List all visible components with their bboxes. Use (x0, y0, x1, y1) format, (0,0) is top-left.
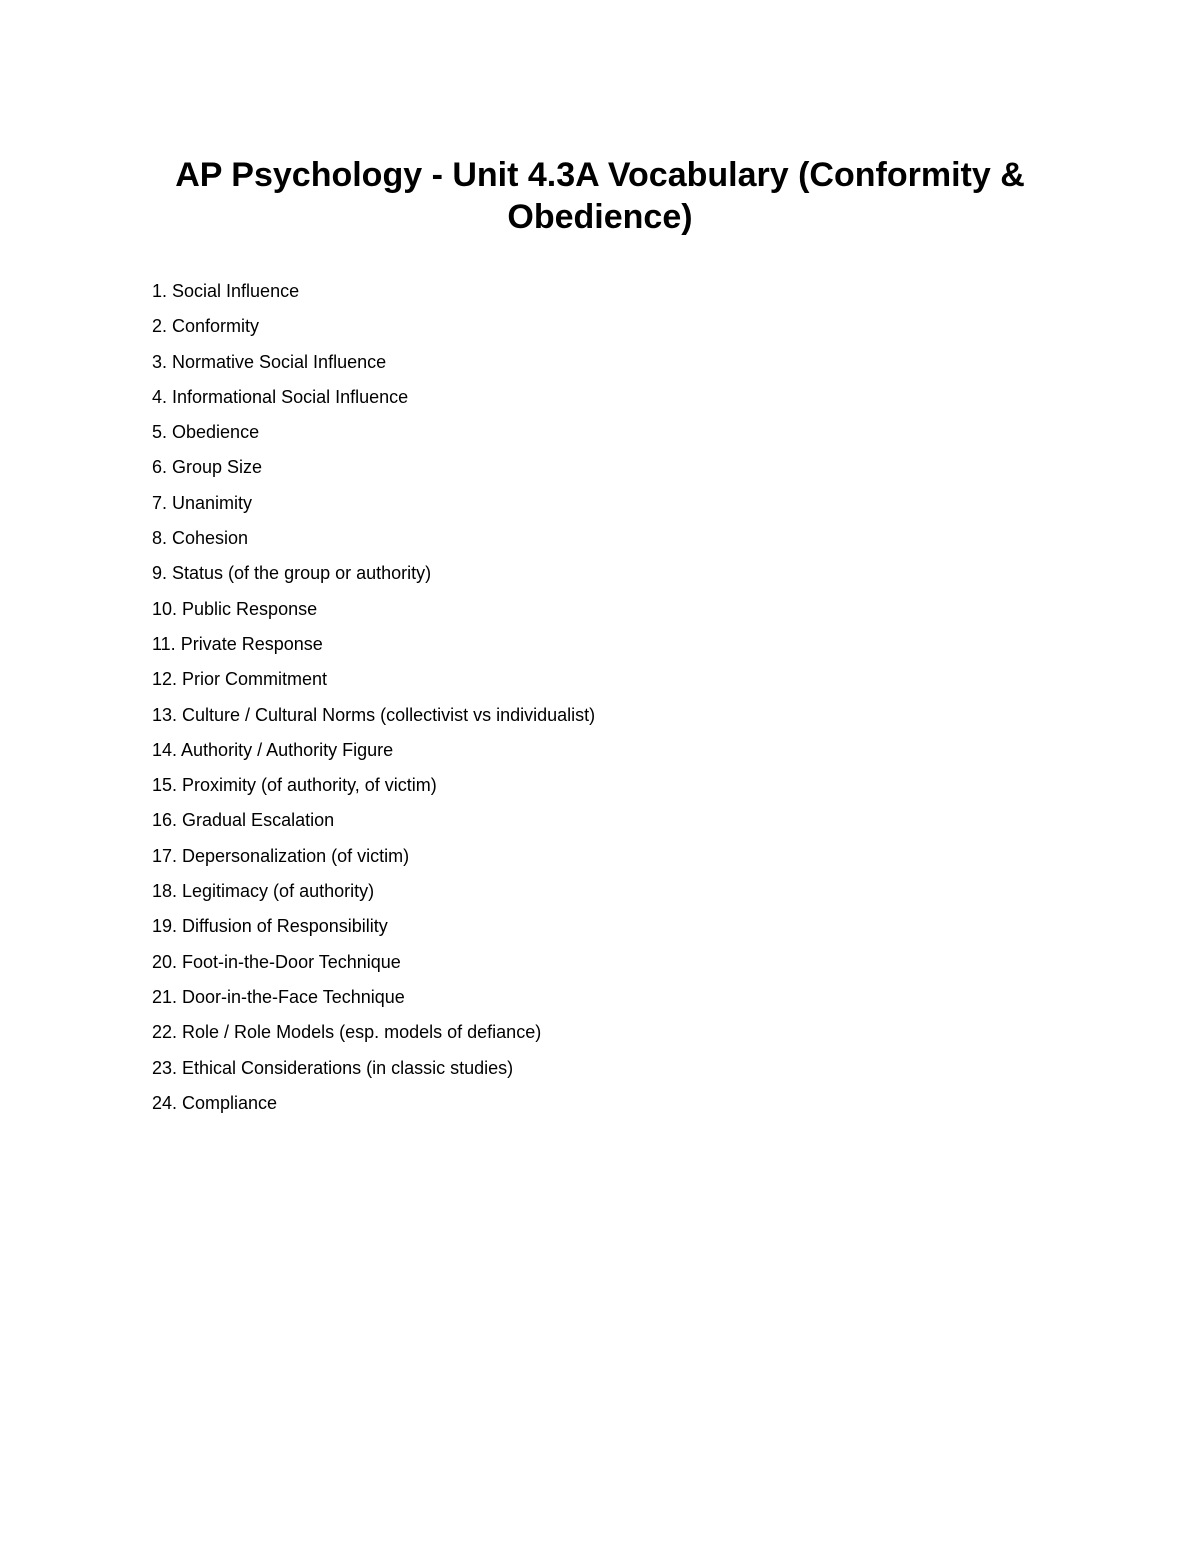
list-item: 19. Diffusion of Responsibility (152, 916, 388, 937)
list-item: 2. Conformity (152, 316, 260, 337)
list-item: 11. Private Response (152, 633, 323, 654)
list-item: 20. Foot-in-the-Door Technique (152, 951, 401, 972)
page-title: AP Psychology - Unit 4.3A Vocabulary (Conformity & Obedience) (175, 156, 1025, 236)
list-item: 24. Compliance (152, 1092, 278, 1113)
list-item: 7. Unanimity (152, 492, 253, 513)
list-item: 5. Obedience (152, 422, 260, 443)
list-item: 10. Public Response (152, 598, 318, 619)
list-item: 15. Proximity (of authority, of victim) (152, 775, 437, 796)
list-item: 14. Authority / Authority Figure (152, 739, 394, 760)
list-item: 6. Group Size (152, 457, 263, 478)
vocabulary-list (152, 274, 595, 1121)
list-item: 13. Culture / Cultural Norms (collectivist vs individualist) (152, 704, 596, 725)
list-item: 8. Cohesion (152, 528, 249, 549)
list-item: 3. Normative Social Influence (152, 351, 387, 372)
list-item: 4. Informational Social Influence (152, 386, 409, 407)
list-item: 23. Ethical Considerations (in classic studies) (152, 1057, 514, 1078)
list-item: 17. Depersonalization (of victim) (152, 845, 410, 866)
list-item: 16. Gradual Escalation (152, 810, 335, 831)
list-item: 1. Social Influence (152, 281, 300, 301)
list-item: 21. Door-in-the-Face Technique (152, 986, 405, 1007)
list-item: 9. Status (of the group or authority) (152, 563, 432, 584)
list-item: 18. Legitimacy (of authority) (152, 881, 375, 902)
list-item: 12. Prior Commitment (152, 669, 328, 690)
list-item: 22. Role / Role Models (esp. models of defiance) (152, 1022, 542, 1043)
